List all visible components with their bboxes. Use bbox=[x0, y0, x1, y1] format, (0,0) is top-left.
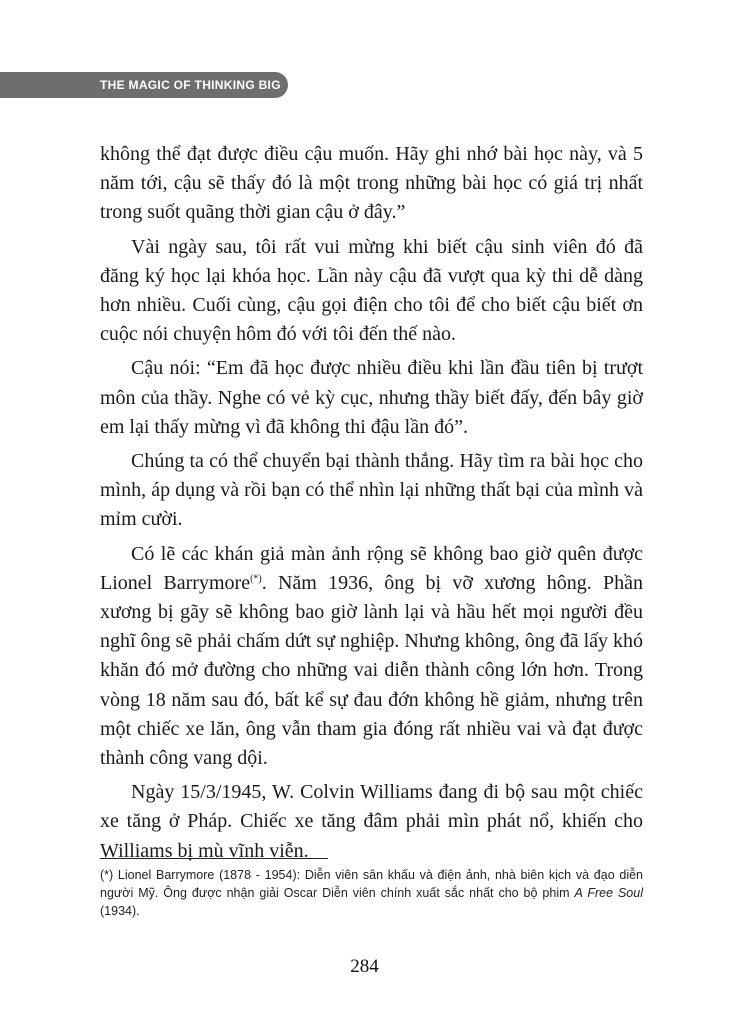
paragraph: Cậu nói: “Em đã học được nhiều điều khi lần đầu tiên bị trượt môn của thầy. Nghe có vẻ kỳ cục, nhưng thầy biết đấy, đến bây giờ em lại thấy mừng vì đã không thi đậu lần đó”. bbox=[100, 357, 643, 438]
running-header bbox=[0, 72, 288, 98]
running-header-title: THE MAGIC OF THINKING BIG bbox=[100, 78, 281, 92]
paragraph-text: Có lẽ các khán giả màn ảnh rộng sẽ không bao giờ quên được Lionel Barrymore bbox=[100, 542, 643, 594]
paragraph-text: . Năm 1936, ông bị vỡ xương hông. Phần xương bị gãy sẽ không bao giờ lành lại và hầu hết mọi người đều nghĩ ông sẽ phải chấm dứt sự nghiệp. Nhưng không, ông đã lấy khó khăn đó mở đường cho những vai diễn thành công lớn hơn. Trong vòng 18 năm sau đó, bất kể sự đau đớn không hề giảm, nhưng trên một chiếc xe lăn, ông vẫn tham gia đóng rất nhiều vai và đạt được thành công vang dội. bbox=[100, 571, 644, 770]
footnote-divider bbox=[100, 858, 328, 859]
footnote-reference[interactable]: (*) bbox=[250, 573, 262, 585]
paragraph: Ngày 15/3/1945, W. Colvin Williams đang đi bộ sau một chiếc xe tăng ở Pháp. Chiếc xe tăng đâm phải mìn phát nổ, khiến cho Williams bị mù vĩnh viễn. bbox=[100, 781, 643, 862]
footnote-text: (*) Lionel Barrymore (1878 - 1954): Diễn viên sân khấu và điện ảnh, nhà biên kịch và đạo diễn người Mỹ. Ông được nhận giải Oscar Diễn viên chính xuất sắc nhất cho bộ phim bbox=[100, 868, 643, 900]
paragraph: không thể đạt được điều cậu muốn. Hãy ghi nhớ bài học này, và 5 năm tới, cậu sẽ thấy đó là một trong những bài học có giá trị nhất trong suốt quãng thời gian cậu ở đây.” bbox=[100, 143, 643, 224]
body-text bbox=[100, 140, 643, 871]
footnote bbox=[100, 866, 643, 920]
footnote-text: (1934). bbox=[100, 904, 140, 918]
page-number: 284 bbox=[350, 956, 379, 977]
paragraph: Chúng ta có thể chuyển bại thành thắng. Hãy tìm ra bài học cho mình, áp dụng và rồi bạn có thể nhìn lại những thất bại của mình và mỉm cười. bbox=[100, 450, 643, 531]
footnote-film-title: A Free Soul bbox=[574, 886, 643, 900]
paragraph: Vài ngày sau, tôi rất vui mừng khi biết cậu sinh viên đó đã đăng ký học lại khóa học. Lần này cậu đã vượt qua kỳ thi dễ dàng hơn nhiều. Cuối cùng, cậu gọi điện cho tôi để cho biết cậu biết ơn cuộc nói chuyện hôm đó với tôi đến thế nào. bbox=[100, 235, 643, 346]
paragraph-barrymore bbox=[100, 540, 643, 774]
